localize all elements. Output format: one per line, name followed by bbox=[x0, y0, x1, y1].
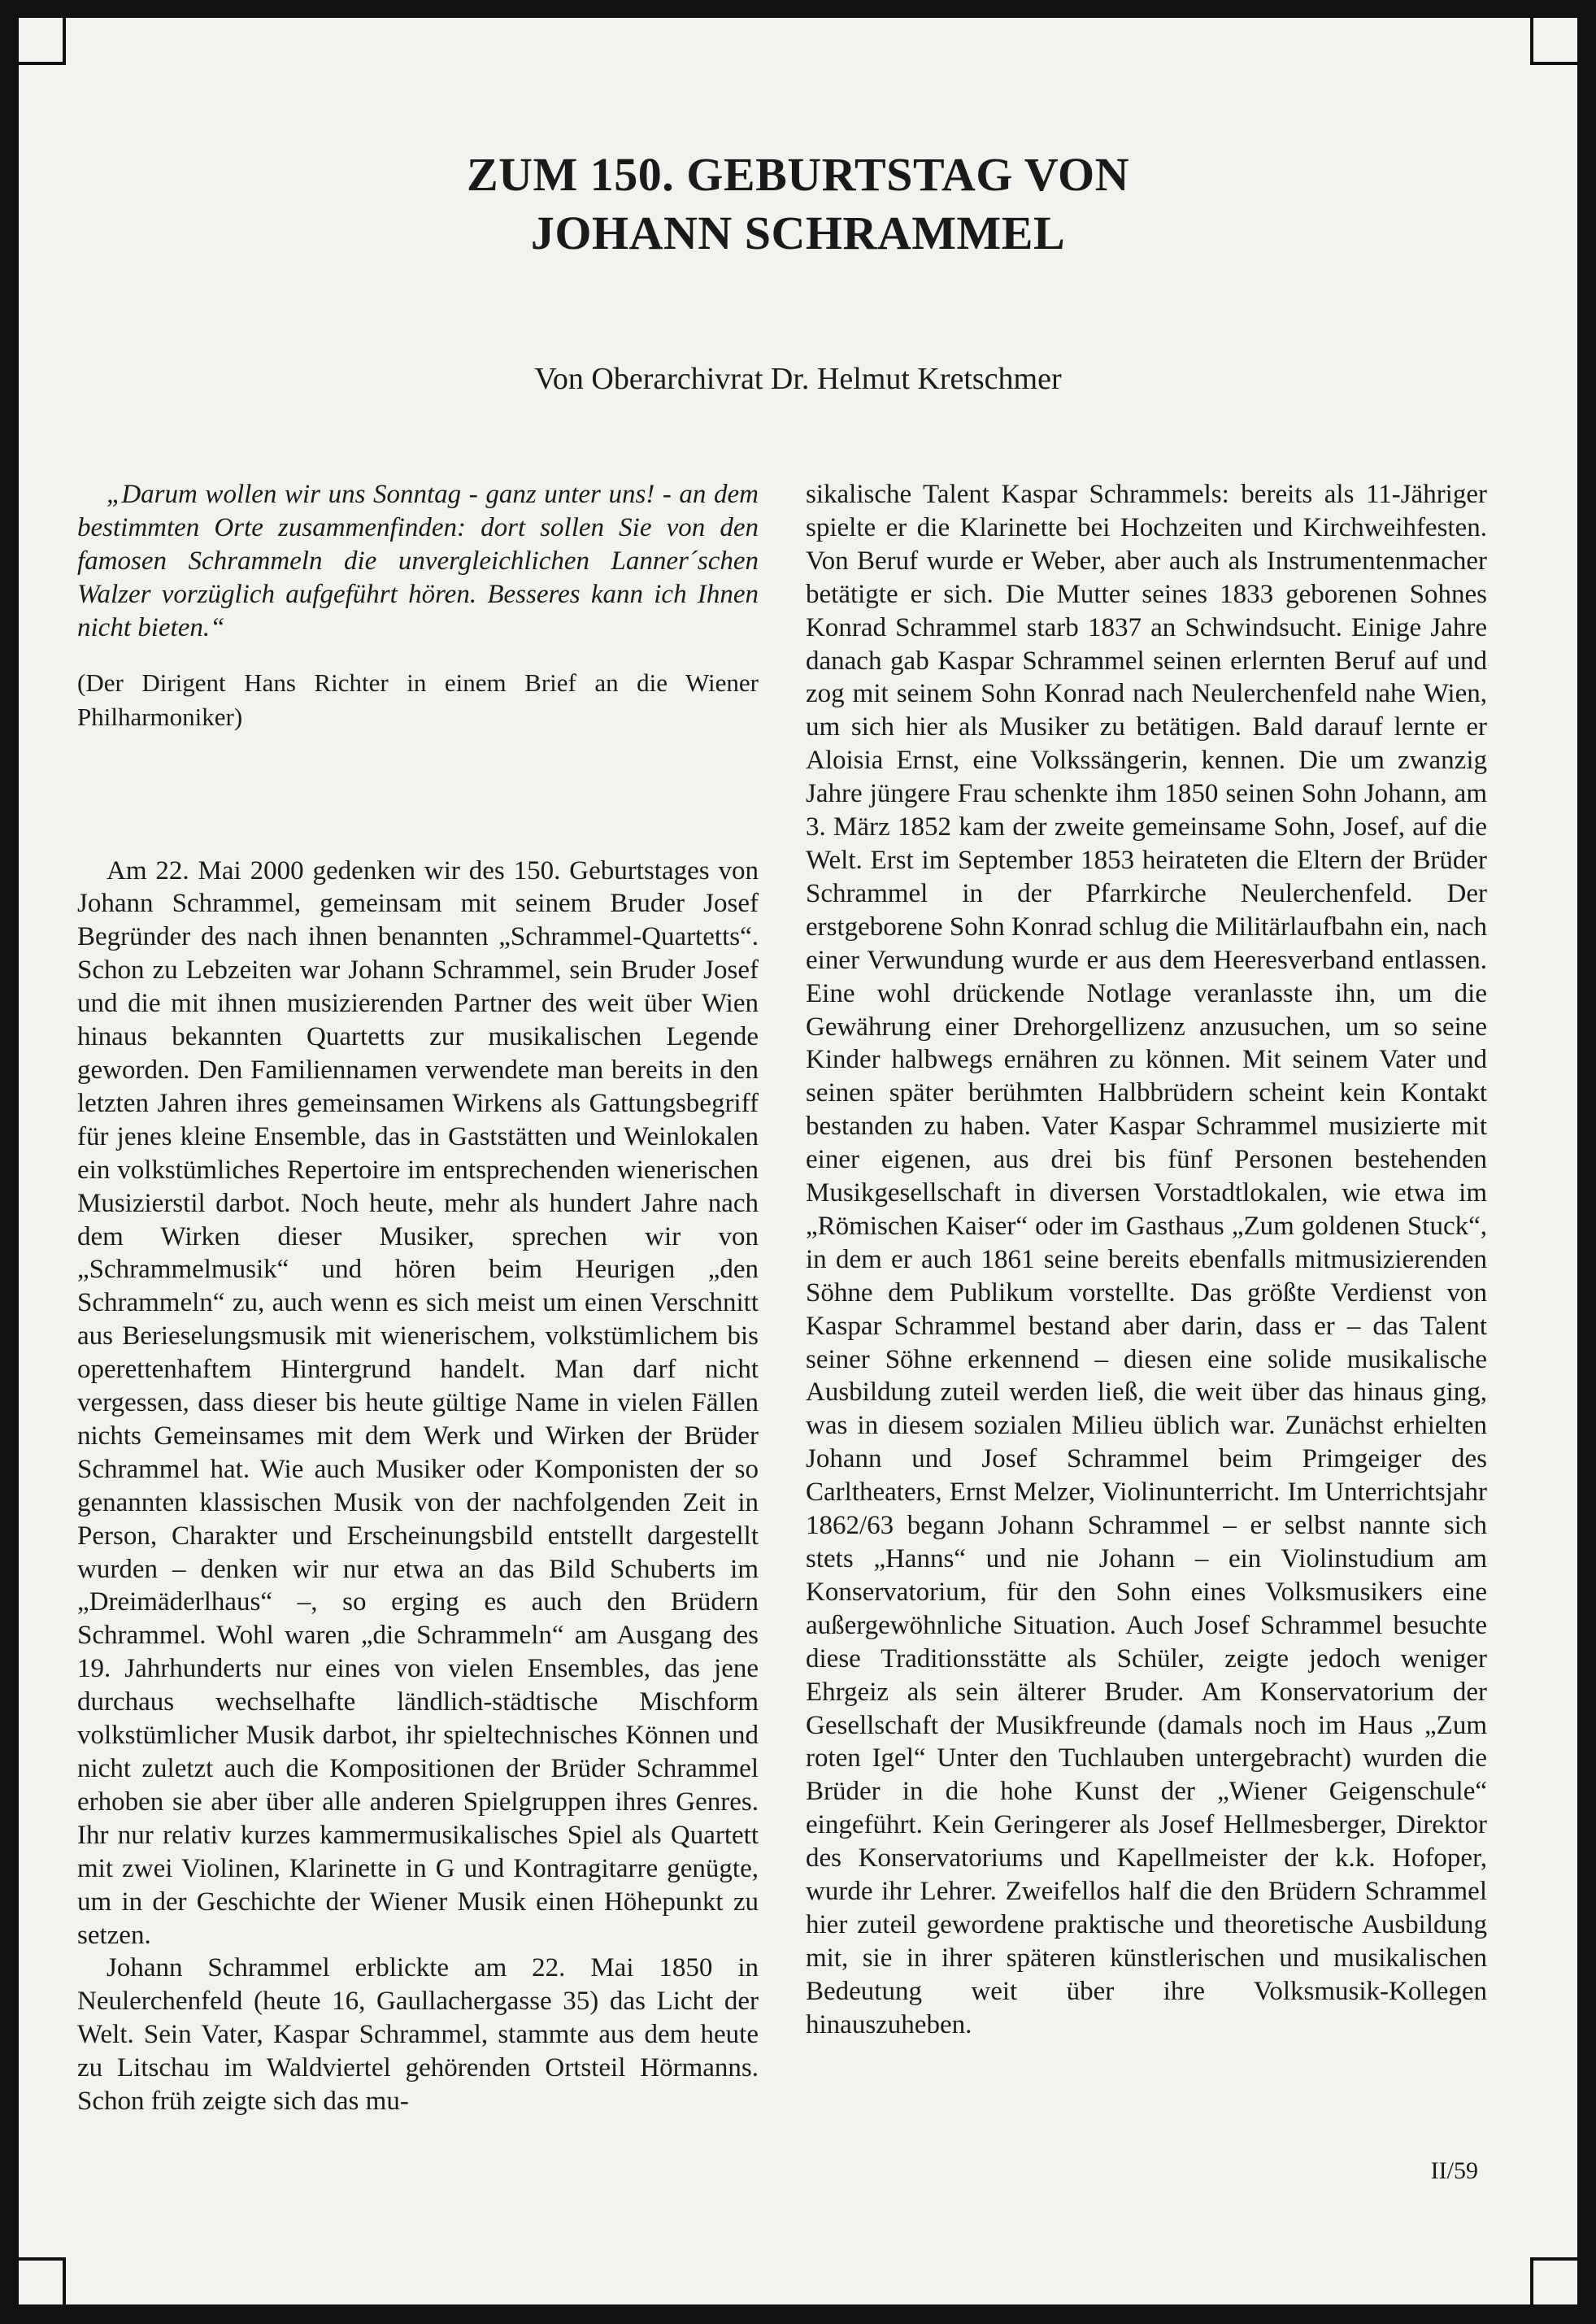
article-title bbox=[19, 146, 1577, 263]
crop-mark-top-right bbox=[1530, 18, 1577, 65]
page-number: II/59 bbox=[1430, 2157, 1478, 2184]
paragraph-2-start: Johann Schrammel erblickte am 22. Mai 1850 in Neulerchenfeld (heute 16, Gaullachergasse 35) das Licht der Welt. Sein Vater, Kaspar Schrammel, stammte aus dem heute zu Litschau im Waldviertel gehörenden Ortsteil Hörmanns. Schon früh zeigte sich das mu- bbox=[77, 1953, 759, 2117]
epigraph-quote: „Darum wollen wir uns Sonntag - ganz unter uns! - an dem bestimmten Orte zusammenfinden: dort sollen Sie von den famosen Schrammeln die unvergleichlichen Lanner´schen Walzer vorzüglich aufgeführt hören. Besseres kann ich Ihnen nicht bieten.“ bbox=[77, 480, 759, 642]
author-byline: Von Oberarchivrat Dr. Helmut Kretschmer bbox=[534, 362, 1062, 396]
text-column-right bbox=[806, 478, 1487, 2042]
crop-mark-top-left bbox=[19, 18, 66, 65]
title-line-2: JOHANN SCHRAMMEL bbox=[530, 207, 1066, 259]
epigraph-source: (Der Dirigent Hans Richter in einem Brief an die Wiener Philharmoniker) bbox=[77, 668, 759, 731]
crop-mark-bottom-left bbox=[19, 2257, 66, 2304]
text-column-left bbox=[77, 478, 759, 2118]
title-line-1: ZUM 150. GEBURTSTAG VON bbox=[466, 148, 1130, 201]
paragraph-1: Am 22. Mai 2000 gedenken wir des 150. Geburtstages von Johann Schrammel, gemeinsam mit seinem Bruder Josef Begründer des nach ihnen benannten „Schrammel-Quartetts“. Schon zu Lebzeiten war Johann Schrammel, sein Bruder Josef und die mit ihnen musizierenden Partner des weit über Wien hinaus bekannten Quartetts zur musikalischen Legende geworden. Den Familiennamen verwendete man bereits in den letzten Jahren ihres gemeinsamen Wirkens als Gattungsbegriff für jenes kleine Ensemble, das in Gaststätten und Weinlokalen ein volkstümliches Repertoire im entsprechenden wienerischen Musizierstil darbot. Noch heute, mehr als hundert Jahre nach dem Wirken dieser Musiker, sprechen wir von „Schrammelmusik“ und hören beim Heurigen „den Schrammeln“ zu, auch wenn es sich meist um einen Verschnitt aus Berieselungsmusik mit wienerischem, volkstümlichem bis operettenhaftem Hintergrund handelt. Man darf nicht vergessen, dass dieser bis heute gültige Name in vielen Fällen nichts Gemeinsames mit dem Werk und Wirken der Brüder Schrammel hat. Wie auch Musiker oder Komponisten der so genannten klassischen Musik von der nachfolgenden Zeit in Person, Charakter und Erscheinungsbild entstellt dargestellt wurden – denken wir nur etwa an das Bild Schuberts im „Dreimäderlhaus“ –, so erging es auch den Brüdern Schrammel. Wohl waren „die Schrammeln“ am Ausgang des 19. Jahrhunderts nur eines von vielen Ensembles, das jene durchaus wechselhafte ländlich-städtische Mischform volkstümlicher Musik darbot, ihr spieltechnisches Können und nicht zuletzt auch die Kompositionen der Brüder Schrammel erhoben sie aber über alle anderen Spielgruppen ihres Genres. Ihr nur relativ kurzes kammermusikalisches Spiel als Quartett mit zwei Violinen, Klarinette in G und Kontragitarre genügte, um in der Geschichte der Wiener Musik einen Höhepunkt zu setzen. bbox=[77, 855, 759, 1950]
crop-mark-bottom-right bbox=[1530, 2257, 1577, 2304]
document-page bbox=[19, 18, 1577, 2304]
paragraph-2-continued: sikalische Talent Kaspar Schrammels: bereits als 11-Jähriger spielte er die Klarinette bei Hochzeiten und Kirchweihfesten. Von Beruf wurde er Weber, aber auch als Instrumentenmacher betätigte er sich. Die Mutter seines 1833 geborenen Sohnes Konrad Schrammel starb 1837 an Schwindsucht. Einige Jahre danach gab Kaspar Schrammel seinen erlernten Beruf auf und zog mit seinem Sohn Konrad nach Neulerchenfeld nahe Wien, um sich hier als Musiker zu betätigen. Bald darauf lernte er Aloisia Ernst, eine Volkssängerin, kennen. Die um zwanzig Jahre jüngere Frau schenkte ihm 1850 seinen Sohn Johann, am 3. März 1852 kam der zweite gemeinsame Sohn, Josef, auf die Welt. Erst im September 1853 heirateten die Eltern der Brüder Schrammel in der Pfarrkirche Neulerchenfeld. Der erstgeborene Sohn Konrad schlug die Militärlaufbahn ein, nach einer Verwundung wurde er aus dem Heeresverband entlassen. Eine wohl drückende Notlage veranlasste ihn, um die Gewährung einer Drehorgellizenz anzusuchen, um so seine Kinder halbwegs ernähren zu können. Mit seinem Vater und seinen später berühmten Halbbrüdern scheint kein Kontakt bestanden zu haben. Vater Kaspar Schrammel musizierte mit einer eigenen, aus drei bis fünf Personen bestehenden Musikgesellschaft in diversen Vorstadtlokalen, wie etwa im „Römischen Kaiser“ oder im Gasthaus „Zum goldenen Stuck“, in dem er auch 1861 seine bereits ebenfalls mitmusizierenden Söhne dem Publikum vorstellte. Das größte Verdienst von Kaspar Schrammel bestand aber darin, dass er – das Talent seiner Söhne erkennend – diesen eine solide musikalische Ausbildung zuteil werden ließ, die weit über das hinaus ging, was in diesem sozialen Milieu üblich war. Zunächst erhielten Johann und Josef Schrammel beim Primgeiger des Carltheaters, Ernst Melzer, Violinunterricht. Im Unterrichtsjahr 1862/63 begann Johann Schrammel – er selbst nannte sich stets „Hanns“ und nie Johann – ein Violinstudium am Konservatorium, für den Sohn eines Volksmusikers eine außergewöhnliche Situation. Auch Josef Schrammel besuchte diese Traditionsstätte als Schüler, zeigte jedoch weniger Ehrgeiz als sein älterer Bruder. Am Konservatorium der Gesellschaft der Musikfreunde (damals noch im Haus „Zum roten Igel“ Unter den Tuchlauben untergebracht) wurden die Brüder in die hohe Kunst der „Wiener Geigenschule“ eingeführt. Kein Geringerer als Josef Hellmesberger, Direktor des Konservatoriums und Kapellmeister der k.k. Hofoper, wurde ihr Lehrer. Zweifellos half die den Brüdern Schrammel hier zuteil gewordene praktische und theoretische Ausbildung mit, sie in ihrer späteren künstlerischen und musikalischen Bedeutung weit über ihre Volksmusik-Kollegen hinauszuheben. bbox=[806, 480, 1487, 2039]
